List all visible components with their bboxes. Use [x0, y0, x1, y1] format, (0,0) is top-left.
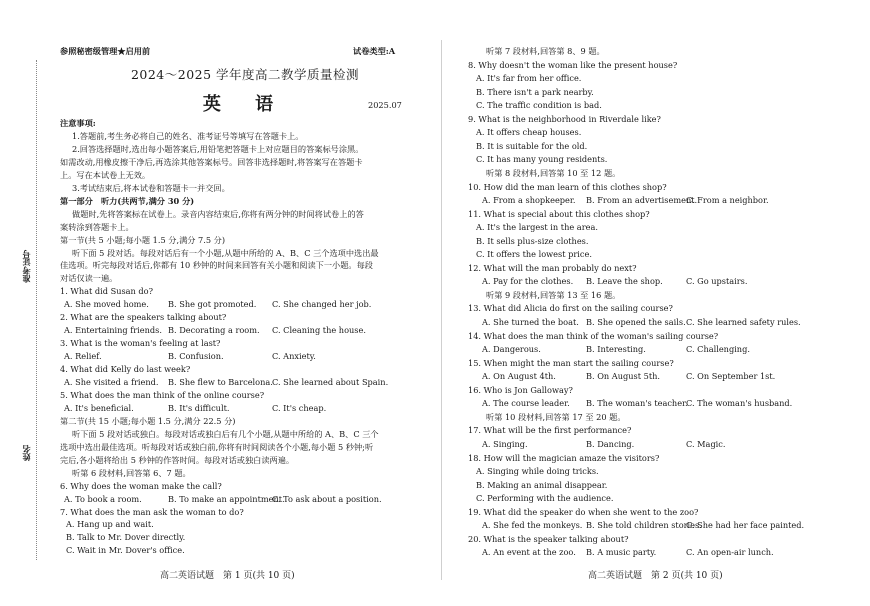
text-line: 5. What does the man think of the online course?: [60, 389, 265, 400]
text-line: 听下面 5 段对话或独白。每段对话或独白后有几个小题,从题中所给的 A、B、C 三个: [72, 428, 379, 439]
text-line: 选项中选出最佳选项。听每段对话或独白前,你将有时间阅读各个小题,每小题 5 秒钟;听: [60, 441, 374, 452]
answer-option: A. On August 4th.: [482, 371, 556, 382]
text-line: 听第 7 段材料,回答第 8、9 题。: [486, 46, 605, 56]
exam-date: 2025.07: [368, 100, 402, 110]
text-line: 13. What did Alicia do first on the sailing course?: [468, 303, 673, 314]
answer-option: A. Entertaining friends.: [64, 325, 162, 336]
text-line: 1.答题前,考生务必将自己的姓名、准考证号等填写在答题卡上。: [72, 130, 304, 141]
answer-option: B. The woman's teacher.: [586, 398, 688, 409]
answer-option: B. To make an appointment.: [168, 493, 285, 504]
column-divider: [441, 40, 442, 580]
answer-option: B. Decorating a room.: [168, 325, 260, 336]
answer-option: A. She fed the monkeys.: [482, 520, 583, 531]
text-line: 做题时,先将答案标在试卷上。录音内容结束后,你将有两分钟的时间将试卷上的答: [72, 208, 364, 219]
text-line: 6. Why does the woman make the call?: [60, 480, 222, 491]
text-line: C. Performing with the audience.: [476, 493, 614, 504]
text-line: 对话仅读一遍。: [60, 273, 118, 284]
text-line: B. It sells plus-size clothes.: [476, 235, 589, 246]
text-line: C. It has many young residents.: [476, 154, 608, 165]
text-line: 听第 10 段材料,回答第 17 至 20 题。: [486, 411, 626, 422]
text-line: 10. How did the man learn of this clothes shop?: [468, 181, 667, 192]
answer-option: A. Pay for the clothes.: [482, 276, 574, 287]
answer-option: A. Relief.: [64, 351, 102, 362]
answer-option: B. Confusion.: [168, 351, 224, 362]
text-line: 7. What does the man ask the woman to do?: [60, 506, 244, 517]
text-line: 18. How will the magician amaze the visitors?: [468, 452, 660, 463]
answer-option: A. From a shopkeeper.: [482, 195, 576, 206]
text-line: 16. Who is Jon Galloway?: [468, 384, 573, 395]
answer-option: C. Go upstairs.: [686, 276, 748, 287]
text-line: 12. What will the man probably do next?: [468, 262, 637, 273]
answer-option: C. It's cheap.: [272, 402, 327, 413]
text-line: 15. When might the man start the sailing course?: [468, 357, 674, 368]
answer-option: B. From an advertisement.: [586, 195, 698, 206]
text-line: 3.考试结束后,将本试卷和答题卡一并交回。: [72, 182, 230, 193]
answer-option: C. From a neighbor.: [686, 195, 769, 206]
answer-option: C. Anxiety.: [272, 351, 316, 362]
text-line: 3. What is the woman's feeling at last?: [60, 338, 221, 349]
text-line: C. Wait in Mr. Dover's office.: [66, 545, 185, 556]
text-line: 1. What did Susan do?: [60, 286, 153, 297]
exam-title: 2024～2025 学年度高二教学质量检测: [130, 67, 360, 82]
answer-option: C. On September 1st.: [686, 371, 776, 382]
text-line: A. Hang up and wait.: [66, 519, 154, 530]
answer-option: C. She learned about Spain.: [272, 377, 389, 387]
answer-option: A. She turned the boat.: [482, 317, 579, 327]
answer-option: B. Leave the shop.: [586, 276, 663, 287]
text-line: 听第 9 段材料,回答第 13 至 16 题。: [486, 289, 621, 300]
paper-type: 试卷类型:A: [353, 46, 396, 56]
text-line: 上。写在本试卷上无效。: [60, 169, 151, 180]
confidential-mark: 参照秘密级管理★启用前: [60, 46, 151, 56]
text-line: C. It offers the lowest price.: [476, 249, 592, 260]
answer-option: C. An open-air lunch.: [686, 547, 774, 558]
answer-option: C. To ask about a position.: [272, 493, 382, 504]
text-line: 19. What did the speaker do when she went to the zoo?: [468, 506, 699, 517]
answer-option: B. She told children stories.: [586, 520, 702, 531]
answer-option: C. She changed her job.: [272, 299, 372, 310]
text-line: 8. Why doesn't the woman like the present house?: [468, 59, 678, 70]
text-line: B. Making an animal disappear.: [476, 479, 608, 490]
text-line: 完后,各小题将给出 5 秒钟的作答时间。每段对话或独白读两遍。: [60, 454, 295, 465]
answer-option: B. On August 5th.: [586, 371, 660, 382]
text-line: 佳选项。听完每段对话后,你都有 10 秒钟的时间来回答有关小题和阅读下一小题。每段: [60, 260, 373, 271]
answer-option: B. She opened the sails.: [586, 317, 686, 327]
answer-option: A. To book a room.: [64, 493, 142, 504]
text-line: 第一节(共 5 小题;每小题 1.5 分,满分 7.5 分): [60, 234, 226, 245]
footer-right: 高二英语试题 第 2 页(共 10 页): [588, 571, 723, 581]
answer-option: A. The course leader.: [482, 398, 570, 409]
answer-option: C. The woman's husband.: [686, 398, 793, 409]
text-line: A. Singing while doing tricks.: [476, 466, 599, 477]
text-line: 2.回答选择题时,选出每小题答案后,用铅笔把答题卡上对应题目的答案标号涂黑。: [72, 143, 364, 154]
answer-option: B. She flew to Barcelona.: [168, 377, 273, 387]
answer-option: B. It's difficult.: [168, 402, 230, 413]
answer-option: C. Magic.: [686, 438, 726, 449]
text-line: 第二节(共 15 小题;每小题 1.5 分,满分 22.5 分): [60, 415, 236, 426]
answer-option: A. She visited a friend.: [64, 377, 159, 387]
text-line: 2. What are the speakers talking about?: [60, 312, 227, 323]
name-label: 姓名: [21, 445, 31, 462]
subject-title: 英 语: [202, 94, 288, 115]
text-line: A. It's far from her office.: [476, 73, 582, 84]
text-line: A. It's the largest in the area.: [476, 222, 598, 233]
text-line: 听下面 5 段对话。每段对话后有一个小题,从题中所给的 A、B、C 三个选项中选出最: [72, 247, 379, 258]
answer-option: B. She got promoted.: [168, 299, 257, 310]
text-line: 如需改动,用橡皮擦干净后,再选涂其他答案标号。回答非选择题时,将答案写在答题卡: [60, 156, 363, 167]
answer-option: C. Cleaning the house.: [272, 325, 366, 336]
answer-option: C. Challenging.: [686, 344, 750, 355]
text-line: B. It is suitable for the old.: [476, 140, 588, 151]
text-line: A. It offers cheap houses.: [476, 127, 582, 138]
answer-option: A. She moved home.: [64, 299, 149, 310]
text-line: 9. What is the neighborhood in Riverdale like?: [468, 113, 661, 124]
text-line: B. There isn't a park nearby.: [476, 86, 594, 97]
text-line: 4. What did Kelly do last week?: [60, 364, 191, 375]
answer-option: B. Interesting.: [586, 344, 646, 355]
exam-number-label: 准考证号: [21, 250, 31, 283]
section-heading: 注意事项:: [60, 118, 96, 128]
binding-line: [36, 60, 37, 560]
text-line: C. The traffic condition is bad.: [476, 100, 602, 111]
section-heading: 第一部分 听力(共两节,满分 30 分): [60, 195, 195, 206]
text-line: 17. What will be the first performance?: [468, 425, 632, 436]
answer-option: C. She had her face painted.: [686, 520, 805, 531]
text-line: 案转涂到答题卡上。: [60, 221, 134, 232]
answer-option: A. An event at the zoo.: [482, 547, 576, 558]
answer-option: B. Dancing.: [586, 438, 635, 449]
footer-left: 高二英语试题 第 1 页(共 10 页): [160, 571, 295, 581]
answer-option: A. It's beneficial.: [64, 402, 134, 413]
text-line: 11. What is special about this clothes shop?: [468, 208, 650, 219]
answer-option: A. Singing.: [482, 438, 528, 449]
text-line: 20. What is the speaker talking about?: [468, 533, 629, 544]
answer-option: A. Dangerous.: [482, 344, 541, 355]
answer-option: C. She learned safety rules.: [686, 317, 801, 327]
text-line: 听第 8 段材料,回答第 10 至 12 题。: [486, 167, 621, 178]
text-line: 听第 6 段材料,回答第 6、7 题。: [72, 467, 191, 478]
text-line: 14. What does the man think of the woman's sailing course?: [468, 330, 719, 341]
text-line: B. Talk to Mr. Dover directly.: [66, 532, 186, 543]
answer-option: B. A music party.: [586, 547, 657, 558]
